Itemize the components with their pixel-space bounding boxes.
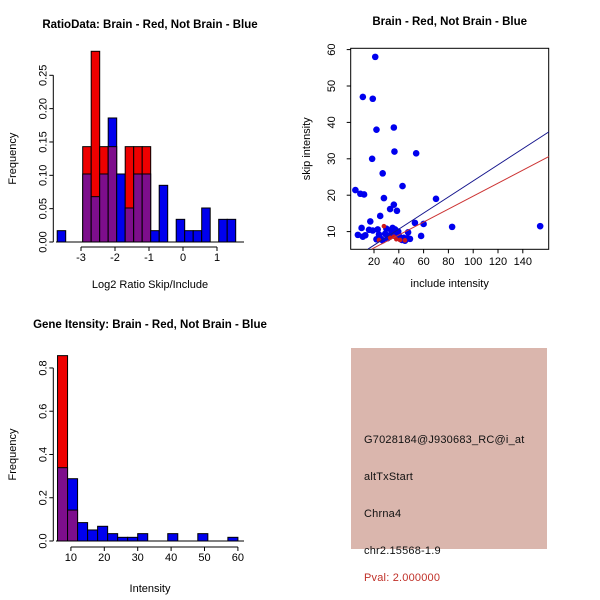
pval-text: Pval: 2.000000 — [364, 572, 441, 584]
scatter-point-blue — [433, 196, 440, 203]
hist-bar — [108, 534, 118, 541]
locus-text: chr2.15568-1.9 — [364, 545, 441, 557]
y-tick-label: 0.4 — [37, 446, 50, 463]
scatter-point-blue — [391, 124, 398, 131]
y-tick-label: 0.25 — [37, 64, 50, 87]
gene-histogram-panel — [0, 300, 300, 600]
hist-bar — [98, 526, 108, 541]
chart-title: RatioData: Brain - Red, Not Brain - Blue — [42, 19, 258, 31]
scatter-point-blue — [369, 156, 376, 163]
x-axis-title: Intensity — [129, 583, 171, 595]
hist-bar — [88, 530, 98, 541]
scatter-point-blue — [418, 233, 425, 240]
x-tick-label: 1 — [213, 252, 221, 264]
y-tick-label: 60 — [326, 43, 338, 56]
hist-bar — [219, 219, 228, 242]
y-tick-label: 40 — [326, 116, 338, 129]
x-tick-label: 60 — [231, 552, 245, 564]
x-tick-label: 100 — [464, 256, 483, 268]
hist-bar-overlap — [142, 174, 151, 242]
y-tick-label: 30 — [326, 152, 338, 165]
hist-bar — [185, 231, 194, 242]
scatter-point-blue — [367, 218, 374, 225]
hist-bar-overlap — [100, 174, 109, 242]
scatter-point-red — [382, 224, 387, 229]
scatter-point-blue — [372, 54, 379, 61]
hist-bar — [227, 219, 236, 242]
y-tick-label: 20 — [326, 189, 338, 202]
x-tick-label: 10 — [64, 552, 78, 564]
hist-bar — [57, 231, 65, 242]
scatter-point-blue — [358, 225, 365, 232]
x-tick-label: -3 — [76, 252, 86, 264]
scatter-point-blue — [360, 94, 367, 101]
y-tick-label: 0.6 — [37, 403, 50, 419]
y-tick-label: 0.0 — [37, 533, 50, 549]
scatter-point-blue — [361, 191, 368, 198]
event-type-text: altTxStart — [364, 471, 414, 483]
x-axis-title: include intensity — [410, 278, 489, 290]
y-tick-label: 0.05 — [37, 197, 50, 220]
chart-title: Gene Itensity: Brain - Red, Not Brain - Blue — [33, 319, 267, 331]
hist-bar — [138, 534, 148, 541]
y-tick-label: 0.2 — [37, 490, 50, 506]
scatter-panel — [300, 0, 600, 300]
scatter-point-blue — [394, 208, 401, 215]
hist-bar — [168, 534, 178, 541]
hist-bar-overlap — [68, 510, 78, 541]
hist-bar — [176, 219, 185, 242]
y-tick-label: 0.20 — [37, 97, 50, 120]
x-tick-label: 40 — [392, 256, 405, 268]
probe-id-text: G7028184@J930683_RC@i_at — [364, 434, 525, 446]
x-tick-label: 50 — [198, 552, 211, 564]
scatter-point-blue — [355, 232, 362, 239]
x-tick-label: 20 — [98, 552, 111, 564]
x-tick-label: -1 — [144, 252, 154, 264]
hist-bar — [78, 523, 88, 541]
scatter-point-blue — [399, 183, 406, 190]
y-tick-label: 0.10 — [37, 164, 50, 187]
x-tick-label: 40 — [164, 552, 178, 564]
x-tick-label: -2 — [110, 252, 120, 264]
regression-line-red — [372, 157, 549, 249]
scatter-point-blue — [407, 236, 414, 243]
y-tick-label: 0.00 — [37, 231, 50, 253]
hist-bar — [128, 537, 138, 541]
hist-bar — [118, 537, 128, 541]
x-tick-label: 60 — [417, 256, 430, 268]
hist-bar-overlap — [58, 468, 68, 541]
scatter-point-blue — [537, 223, 544, 230]
scatter-point-blue — [391, 148, 398, 155]
x-axis-title: Log2 Ratio Skip/Include — [91, 279, 209, 291]
scatter-point-blue — [377, 213, 384, 220]
chart-title: Brain - Red, Not Brain - Blue — [372, 16, 528, 28]
y-tick-label: 0.8 — [37, 360, 50, 376]
hist-bar — [151, 231, 160, 242]
scatter-point-blue — [413, 150, 420, 157]
hist-bar-overlap — [125, 208, 134, 242]
scatter-point-blue — [449, 224, 456, 231]
scatter-point-blue — [373, 126, 380, 133]
scatter-point-blue — [387, 206, 394, 213]
hist-bar — [117, 174, 126, 242]
hist-bar — [228, 537, 238, 541]
info-panel — [300, 300, 600, 600]
y-tick-label: 10 — [326, 225, 338, 238]
info-box — [351, 348, 547, 584]
y-tick-label: 0.15 — [37, 131, 50, 153]
x-tick-label: 30 — [131, 552, 144, 564]
hist-bar-overlap — [134, 174, 143, 242]
hist-bar-overlap — [83, 174, 92, 242]
gene-name-text: Chrna4 — [364, 508, 402, 520]
x-tick-label: 120 — [488, 256, 508, 268]
hist-bar — [159, 185, 168, 242]
x-tick-label: 0 — [179, 252, 187, 264]
y-axis-title: Frequency — [7, 132, 19, 185]
y-tick-label: 50 — [326, 79, 338, 93]
x-tick-label: 20 — [367, 256, 381, 268]
scatter-point-blue — [369, 95, 376, 102]
hist-bar — [193, 231, 202, 242]
hist-bar — [202, 208, 211, 242]
scatter-point-blue — [379, 170, 386, 177]
scatter-point-red — [403, 238, 408, 243]
y-axis-title: skip intensity — [301, 117, 313, 181]
hist-bar — [198, 534, 208, 541]
y-axis-title: Frequency — [7, 428, 19, 481]
hist-bar-overlap — [91, 197, 100, 242]
hist-bar-overlap — [108, 147, 117, 242]
x-tick-label: 80 — [442, 256, 455, 268]
x-tick-label: 140 — [513, 256, 532, 268]
scatter-point-blue — [381, 195, 388, 202]
scatter-point-red — [398, 238, 403, 243]
ratio-histogram-panel — [0, 0, 300, 300]
